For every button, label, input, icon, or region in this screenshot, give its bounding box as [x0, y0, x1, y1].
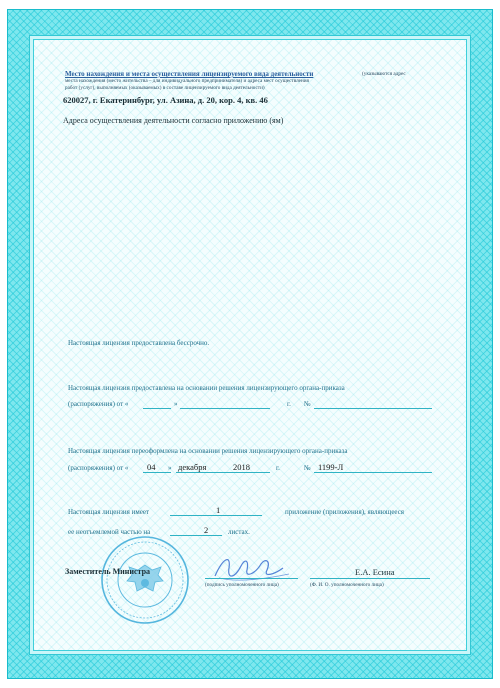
reissued-basis-line1: Настоящая лицензия переоформлена на основании решения лицензирующего органа-приказа	[68, 447, 348, 455]
signatory-position: Заместитель Министра	[65, 567, 151, 576]
official-seal-icon	[100, 535, 190, 625]
name-caption: (Ф. И. О. уполномоченного лица)	[310, 582, 384, 588]
granted-quote-close: »	[174, 400, 178, 408]
reissued-year-suffix: г.	[276, 464, 280, 472]
granted-month-year-line	[180, 408, 270, 409]
granted-number-label: №	[304, 400, 311, 408]
appendix-sheets-text: листах.	[228, 528, 250, 536]
signatory-name: Е.А. Есина	[355, 567, 395, 577]
appendix-has-text: Настоящая лицензия имеет	[68, 508, 150, 516]
granted-number-line	[314, 408, 432, 409]
reissued-day-line	[143, 472, 171, 473]
reissued-number: 1199-Л	[318, 462, 344, 472]
reissued-year: 2018	[233, 462, 250, 472]
reissued-day: 04	[147, 462, 156, 472]
reissued-basis-line2: (распоряжения) от «	[68, 464, 129, 472]
granted-basis-line1: Настоящая лицензия предоставлена на основании решения лицензирующего органа-приказа	[68, 384, 345, 392]
granted-year-suffix: г.	[287, 400, 291, 408]
activity-place-note-2: места нахождения (место жительства – для индивидуального предпринимателя) и адреса мест осуществления	[65, 78, 309, 84]
reissued-number-line	[314, 472, 432, 473]
granted-day-line	[143, 408, 171, 409]
appendix-count-line	[170, 515, 262, 516]
reissued-quote-close: »	[168, 464, 172, 472]
reissued-number-label: №	[304, 464, 311, 472]
activity-place-title: Место нахождения и места осуществления лицензируемого вида деятельности	[65, 70, 314, 78]
reissued-date-line	[176, 472, 270, 473]
appendix-sheets: 2	[204, 525, 209, 535]
appendix-integral-text: ее неотъемлемой частью на	[68, 528, 151, 536]
appendix-text: приложение (приложения), являющееся	[285, 508, 405, 516]
signature-caption: (подпись уполномоченного лица)	[205, 582, 279, 588]
activity-place-note-1: (указываются адрес	[362, 71, 406, 77]
activity-place-note-3: работ (услуг), выполняемых (оказываемых) в составе лицензируемого вида деятельности)	[65, 85, 265, 91]
signature-line	[205, 578, 298, 579]
granted-basis-line2: (распоряжения) от «	[68, 400, 129, 408]
name-line	[310, 578, 430, 579]
license-term: Настоящая лицензия предоставлена бессрочно.	[68, 339, 210, 347]
reissued-month: декабря	[178, 462, 207, 472]
addresses-per-appendix: Адреса осуществления деятельности согласно приложению (ям)	[63, 116, 284, 125]
appendix-count: 1	[216, 505, 221, 515]
licensee-address: 620027, г. Екатеринбург, ул. Азина, д. 20, кор. 4, кв. 46	[63, 95, 268, 105]
